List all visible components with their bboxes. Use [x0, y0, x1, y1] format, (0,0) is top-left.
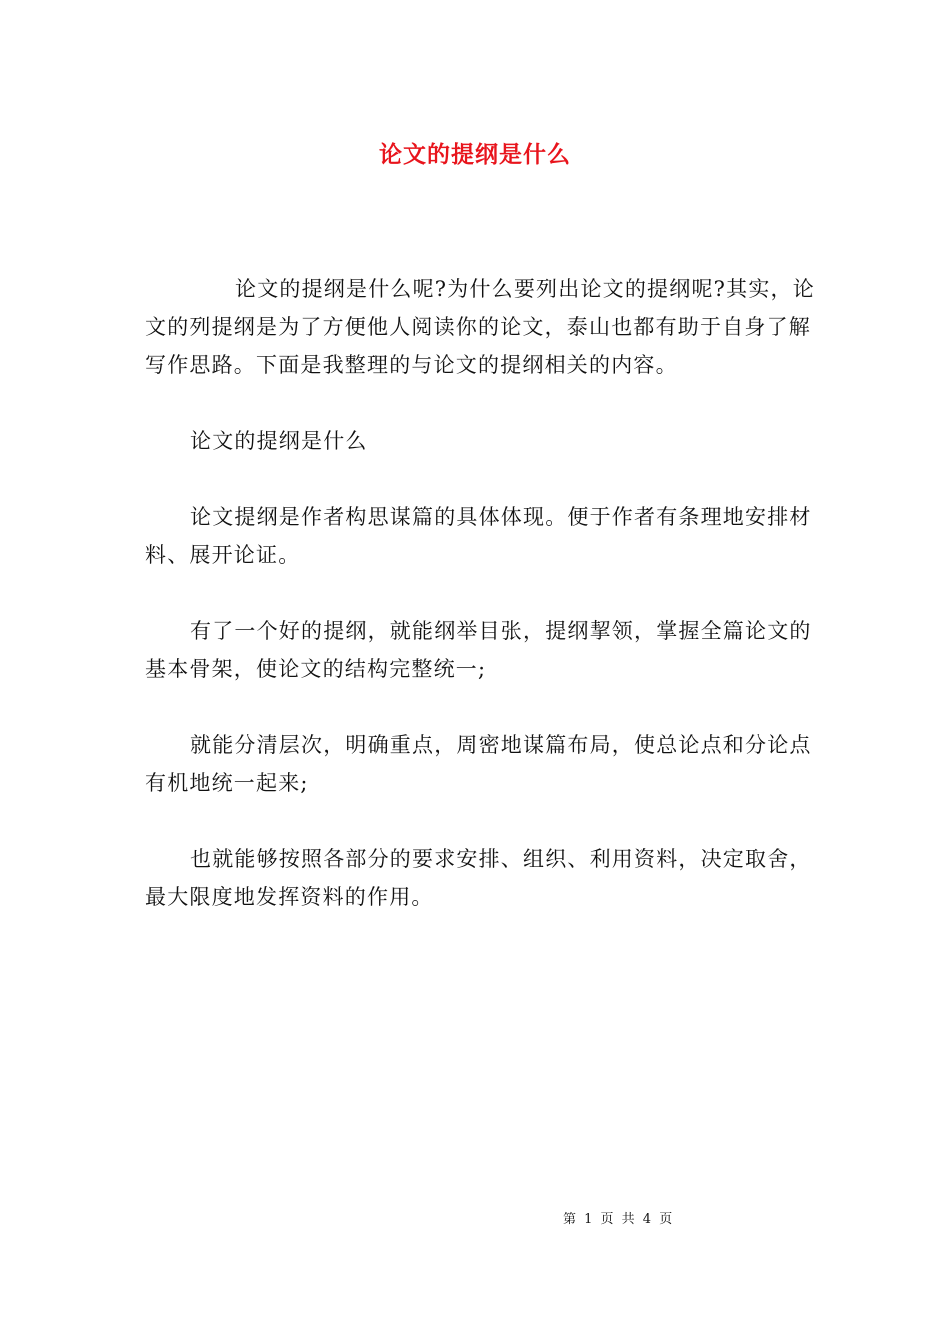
paragraph-subheading: 论文的提纲是什么 [190, 429, 368, 453]
paragraph-intro: 论文的提纲是什么呢?为什么要列出论文的提纲呢?其实，论文的列提纲是为了方便他人阅读你的论文，泰山也都有助于自身了解写作思路。下面是我整理的与论文的提纲相关的内容。 [145, 277, 815, 377]
paragraph-definition: 论文提纲是作者构思谋篇的具体体现。便于作者有条理地安排材料、展开论证。 [145, 505, 812, 567]
paragraph-benefit-layers: 就能分清层次，明确重点，周密地谋篇布局，使总论点和分论点有机地统一起来; [145, 733, 812, 795]
paragraph-benefit-materials: 也就能够按照各部分的要求安排、组织、利用资料，决定取舍，最大限度地发挥资料的作用。 [145, 847, 812, 909]
page-number: 第 1 页 共 4 页 [563, 1212, 675, 1227]
paragraph-benefit-structure: 有了一个好的提纲，就能纲举目张，提纲挈领，掌握全篇论文的基本骨架，使论文的结构完整统一; [145, 619, 812, 681]
document-title: 论文的提纲是什么 [379, 141, 571, 168]
document-body [145, 270, 815, 954]
